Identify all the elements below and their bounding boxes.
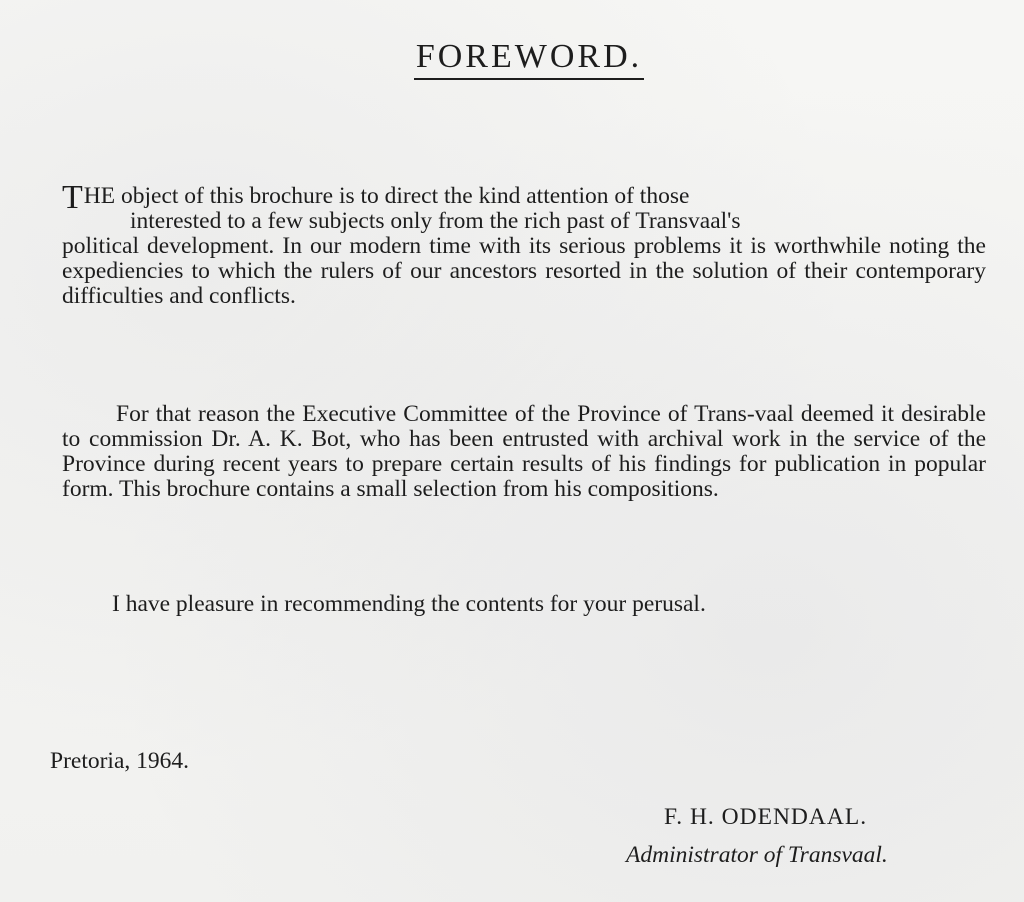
paragraph-recommendation: I have pleasure in recommending the contents for your perusal. bbox=[112, 591, 706, 617]
signatory-name: F. H. ODENDAAL. bbox=[664, 804, 868, 830]
paragraph-object-line-1: HE object of this brochure is to direct the kind attention of those bbox=[83, 183, 690, 209]
signatory-title: Administrator of Transvaal. bbox=[626, 842, 888, 868]
place-date: Pretoria, 1964. bbox=[50, 748, 190, 774]
paragraph-object bbox=[62, 179, 986, 309]
paragraph-object-line-2: interested to a few subjects only from the rich past of Transvaal's bbox=[130, 208, 741, 234]
page-title-text: FOREWORD. bbox=[414, 38, 644, 80]
drop-cap: T bbox=[62, 179, 83, 216]
paragraph-commission: For that reason the Executive Committee of the Province of Trans-vaal deemed it desirable to commission Dr. A. K. Bot, who has been entrusted with archival work in the service of the Province during recent years to prepare certain results of his findings for publication in popular form. This brochure contains a small selection from his compositions. bbox=[62, 401, 986, 502]
page-title bbox=[0, 38, 1024, 80]
paragraph-object-rest: political development. In our modern time with its serious problems it is worthwhile noting the expediencies to which the rulers of our ancestors resorted in the solution of their contemporary difficulties and conflicts. bbox=[62, 233, 986, 309]
